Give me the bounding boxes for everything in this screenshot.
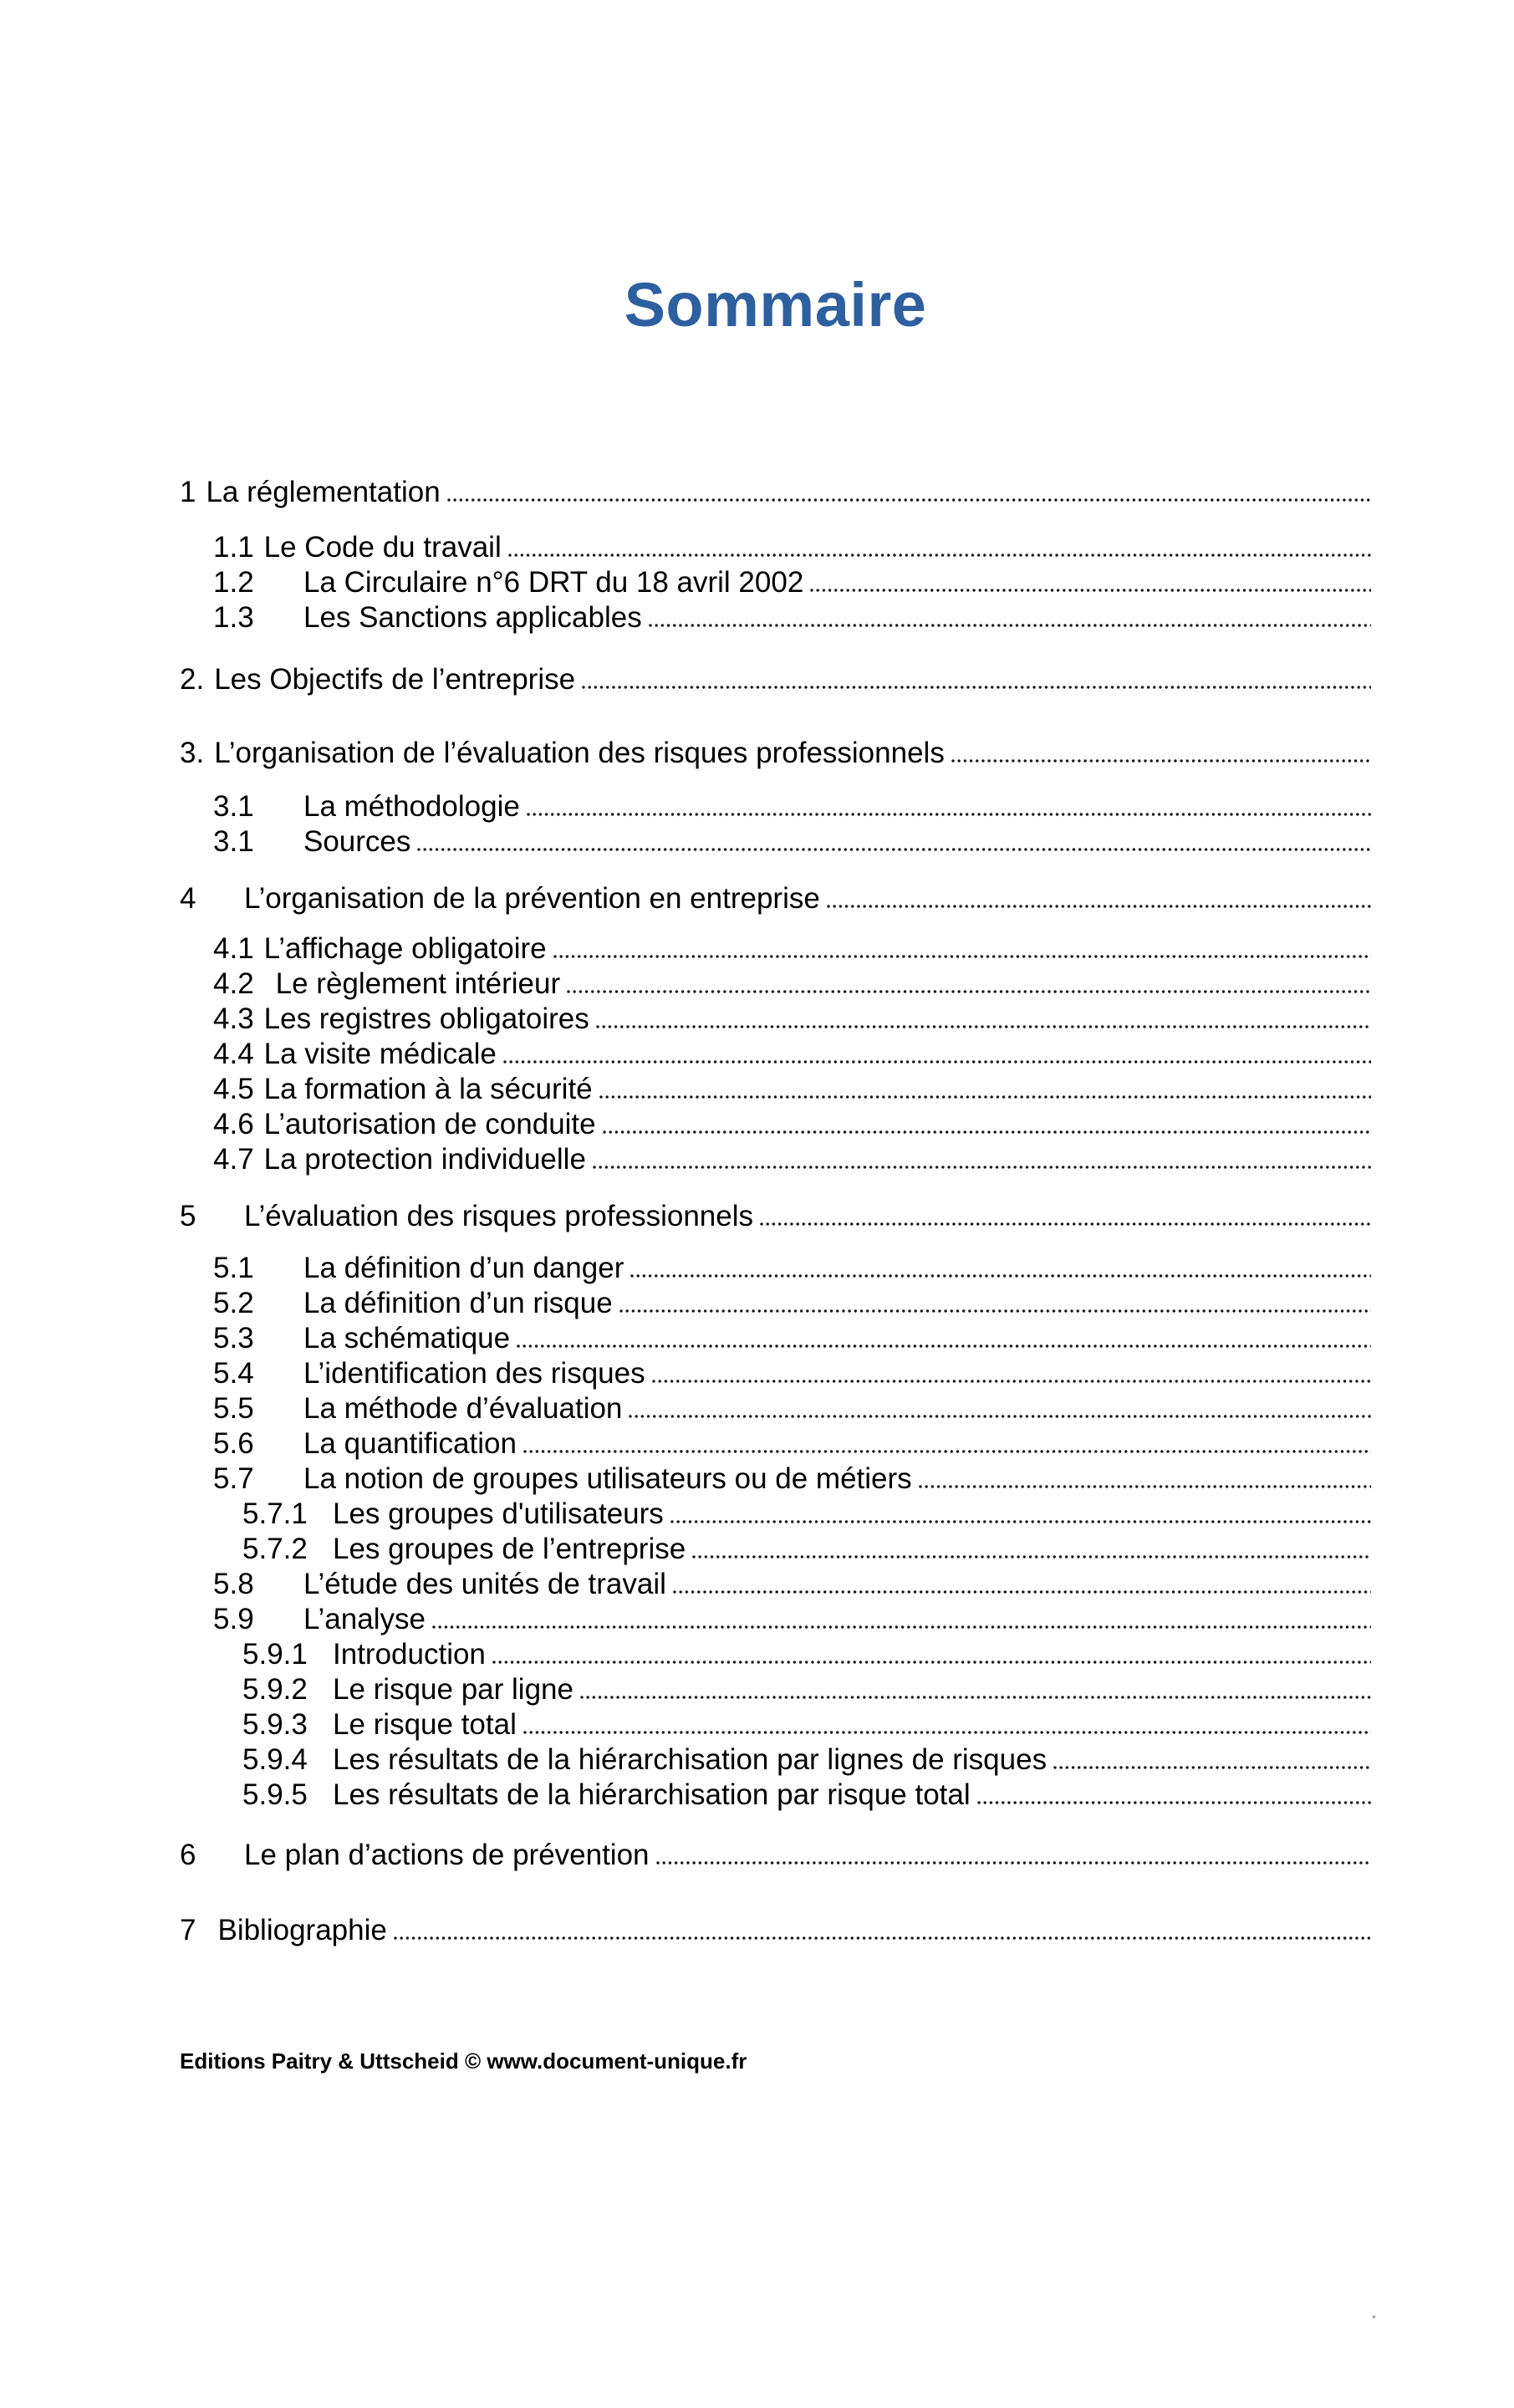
dot-leader (567, 990, 1371, 993)
toc-entry-number: 5 (180, 1200, 196, 1232)
dot-leader (629, 1415, 1371, 1418)
dot-leader (517, 1344, 1371, 1348)
dot-leader (523, 1731, 1371, 1734)
toc-entry-label: Le règlement intérieur (275, 967, 561, 1000)
toc-entry-number: 1.2 (213, 566, 254, 599)
dot-leader (508, 554, 1371, 557)
toc-entry (213, 1286, 1371, 1321)
toc-entry (213, 565, 1371, 600)
document-page (0, 268, 1514, 2408)
toc-entry (180, 881, 1371, 916)
dot-leader (582, 686, 1371, 689)
toc-entry-number: 4.1 (213, 932, 254, 965)
toc-entry-label: Le plan d’actions de prévention (244, 1839, 650, 1871)
toc-entry-label: Les résultats de la hiérarchisation par risque total (333, 1778, 971, 1811)
toc-entry-number: 4.3 (213, 1002, 254, 1035)
dot-leader (652, 1380, 1371, 1383)
toc-entry-label: L’autorisation de conduite (263, 1108, 596, 1140)
page-title: Sommaire (624, 270, 927, 339)
toc-entry-number: 1.1 (213, 531, 254, 564)
toc-entry (180, 662, 1371, 697)
dot-leader (596, 1025, 1371, 1028)
toc-entry-number: 5.6 (213, 1427, 254, 1460)
toc-entry-label: La méthode d’évaluation (303, 1392, 623, 1425)
footer-url: www.document-unique.fr (487, 2048, 747, 2074)
toc-entry (213, 1462, 1371, 1497)
toc-entry-number: 5.9.5 (242, 1778, 308, 1811)
dot-leader (447, 498, 1371, 502)
toc-entry (213, 530, 1371, 565)
toc-entry-label: L’affichage obligatoire (263, 932, 547, 965)
toc-entry (213, 967, 1371, 1002)
toc-entry-label: L’étude des unités de travail (303, 1568, 666, 1600)
toc-entry-label: Le risque par ligne (333, 1673, 573, 1706)
toc-entry-number: 2. (180, 663, 205, 696)
toc-entry-label: La quantification (303, 1427, 517, 1460)
toc-entry (213, 1072, 1371, 1107)
toc-entry (180, 475, 1371, 510)
dot-leader (977, 1801, 1371, 1804)
toc-entry-label: La définition d’un risque (303, 1287, 613, 1319)
toc-entry-label: Sources (303, 825, 411, 858)
toc-entry-number: 5.9.3 (242, 1708, 308, 1741)
toc-entry (213, 1356, 1371, 1391)
scan-artifact-dot (1372, 2314, 1376, 2319)
toc-entry-label: Les Sanctions applicables (303, 601, 642, 634)
toc-entry-label: L’évaluation des risques professionnels (244, 1200, 753, 1232)
dot-leader (599, 1095, 1371, 1099)
toc-entry (213, 1321, 1371, 1356)
toc-entry-number: 5.3 (213, 1322, 254, 1354)
dot-leader (692, 1555, 1371, 1559)
toc-entry (213, 1251, 1371, 1286)
toc-entry (213, 824, 1371, 860)
toc-entry (242, 1672, 1371, 1707)
dot-leader (603, 1130, 1371, 1134)
toc-entry-number: 4.5 (213, 1073, 254, 1105)
toc-entry-label: Le risque total (333, 1708, 517, 1741)
toc-entry (213, 1002, 1371, 1037)
toc-entry-label: L’organisation de la prévention en entreprise (244, 882, 820, 915)
toc-entry-number: 5.7.2 (242, 1533, 308, 1565)
toc-entry (213, 600, 1371, 635)
toc-entry-label: La Circulaire n°6 DRT du 18 avril 2002 (303, 566, 804, 599)
dot-leader (619, 1309, 1371, 1313)
toc-entry (213, 1142, 1371, 1177)
dot-leader (951, 759, 1371, 763)
toc-entry-number: 5.7.1 (242, 1497, 308, 1530)
toc-entry-number: 5.4 (213, 1357, 254, 1390)
toc-entry (213, 1567, 1371, 1602)
dot-leader (580, 1696, 1371, 1699)
toc-entry-number: 5.7 (213, 1462, 254, 1495)
footer-publisher: Editions Paitry & Uttscheid © (180, 2048, 487, 2074)
toc-entry-number: 5.9.1 (242, 1638, 308, 1671)
toc-entry-number: 4 (180, 882, 196, 915)
toc-entry (213, 789, 1371, 824)
toc-entry (180, 1199, 1371, 1234)
toc-entry (213, 1602, 1371, 1637)
toc-entry (213, 1037, 1371, 1072)
page-footer (0, 2047, 1514, 2075)
toc-entry-label: L’identification des risques (303, 1357, 645, 1390)
toc-entry-number: 5.1 (213, 1252, 254, 1284)
dot-leader (527, 813, 1371, 816)
toc-entry (242, 1532, 1371, 1567)
toc-entry (180, 736, 1371, 771)
toc-entry-label: Les registres obligatoires (263, 1002, 589, 1035)
dot-leader (760, 1222, 1371, 1226)
toc-entry-number: 6 (180, 1839, 196, 1871)
toc-entry-number: 4.6 (213, 1108, 254, 1140)
toc-entry-label: La protection individuelle (263, 1143, 586, 1176)
dot-leader (492, 1661, 1371, 1664)
toc-entry-label: Les résultats de la hiérarchisation par lignes de risques (333, 1743, 1048, 1776)
toc-entry (242, 1742, 1371, 1778)
table-of-contents (0, 475, 1514, 1948)
toc-entry-label: Introduction (333, 1638, 486, 1671)
toc-entry-label: L’organisation de l’évaluation des risques professionnels (214, 737, 945, 769)
toc-entry-number: 5.9.4 (242, 1743, 308, 1776)
dot-leader (394, 1936, 1371, 1940)
toc-entry-label: La notion de groupes utilisateurs ou de métiers (303, 1462, 912, 1495)
toc-entry-number: 3.1 (213, 790, 254, 823)
dot-leader (417, 848, 1371, 851)
toc-entry (242, 1637, 1371, 1672)
toc-entry-label: La réglementation (206, 476, 441, 508)
toc-entry (213, 1391, 1371, 1426)
toc-entry (242, 1497, 1371, 1532)
toc-entry-number: 7 (180, 1914, 196, 1946)
toc-entry-label: La schématique (303, 1322, 511, 1354)
toc-entry-label: Le Code du travail (263, 531, 502, 564)
dot-leader (593, 1166, 1371, 1169)
toc-entry (242, 1707, 1371, 1742)
toc-entry-label: Les Objectifs de l’entreprise (214, 663, 576, 696)
toc-entry-label: La méthodologie (303, 790, 520, 823)
dot-leader (503, 1060, 1371, 1064)
toc-entry-label: Les groupes d'utilisateurs (333, 1497, 664, 1530)
dot-leader (810, 589, 1371, 592)
toc-entry-number: 5.5 (213, 1392, 254, 1425)
toc-entry-label: L’analyse (303, 1603, 426, 1635)
toc-entry (180, 1913, 1371, 1948)
dot-leader (919, 1485, 1371, 1488)
toc-entry-label: Bibliographie (217, 1914, 387, 1946)
toc-entry-number: 5.8 (213, 1568, 254, 1600)
dot-leader (432, 1625, 1371, 1629)
toc-entry-label: La définition d’un danger (303, 1252, 624, 1284)
dot-leader (523, 1450, 1371, 1453)
toc-entry-label: La visite médicale (263, 1038, 497, 1070)
toc-entry-number: 4.7 (213, 1143, 254, 1176)
toc-entry-number: 4.4 (213, 1038, 254, 1070)
toc-entry (213, 1107, 1371, 1142)
toc-entry-number: 5.9.2 (242, 1673, 308, 1706)
dot-leader (827, 905, 1371, 908)
toc-entry (213, 1426, 1371, 1462)
dot-leader (656, 1861, 1371, 1865)
toc-entry-number: 5.9 (213, 1603, 254, 1635)
toc-entry (213, 931, 1371, 967)
toc-entry-number: 5.2 (213, 1287, 254, 1319)
dot-leader (670, 1520, 1371, 1523)
dot-leader (673, 1590, 1371, 1594)
toc-entry-number: 3. (180, 737, 205, 769)
toc-entry-number: 4.2 (213, 967, 254, 1000)
dot-leader (649, 624, 1371, 627)
toc-entry-number: 1.3 (213, 601, 254, 634)
toc-entry-number: 1 (180, 476, 196, 508)
toc-entry (180, 1838, 1371, 1873)
dot-leader (1053, 1766, 1371, 1769)
toc-entry-label: La formation à la sécurité (263, 1073, 593, 1105)
toc-entry (242, 1778, 1371, 1813)
toc-entry-label: Les groupes de l’entreprise (333, 1533, 686, 1565)
dot-leader (630, 1274, 1371, 1278)
dot-leader (553, 955, 1371, 958)
toc-entry-number: 3.1 (213, 825, 254, 858)
